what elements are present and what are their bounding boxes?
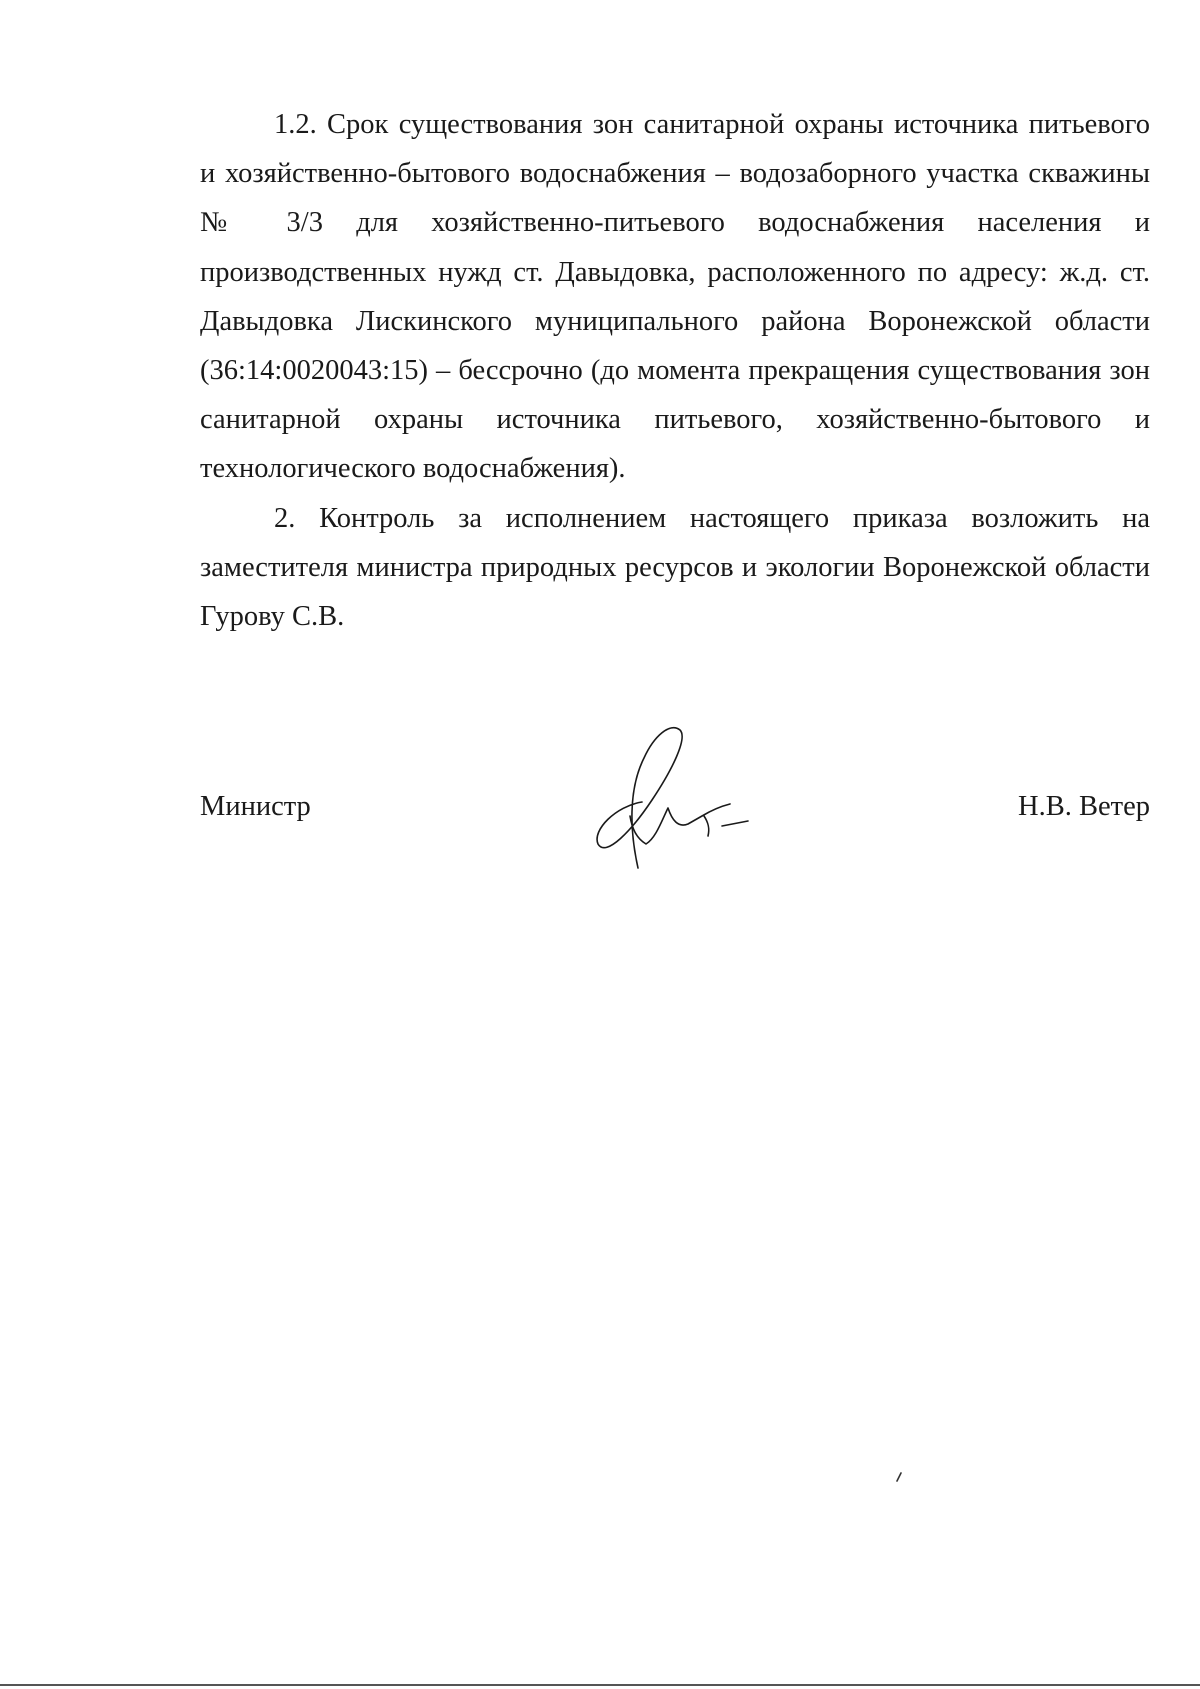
signatory-name: Н.В. Ветер [1018,791,1150,822]
signatory-title: Министр [200,791,311,822]
document-body [200,100,1150,641]
stray-mark [895,1472,903,1482]
paragraph-1-2: 1.2. Срок существования зон санитарной охраны источника питьевого и хозяйственно-бытового водоснабжения – водозаборного участка скважины № 3/3 для хозяйственно-питьевого водоснабжения населения и производственных нужд ст. Давыдовка, расположенного по адресу: ж.д. ст. Давыдовка Лискинского муниципального района Воронежской области (36:14:0020043:15) – бессрочно (до момента прекращения существования зон санитарной охраны источника питьевого, хозяйственно-бытового и технологического водоснабжения). [200,109,1150,485]
handwritten-signature [590,720,770,870]
page-edge-rule [0,1684,1200,1686]
paragraph-2: 2. Контроль за исполнением настоящего приказа возложить на заместителя министра природных ресурсов и экологии Воронежской области Гурову С.В. [200,502,1150,633]
